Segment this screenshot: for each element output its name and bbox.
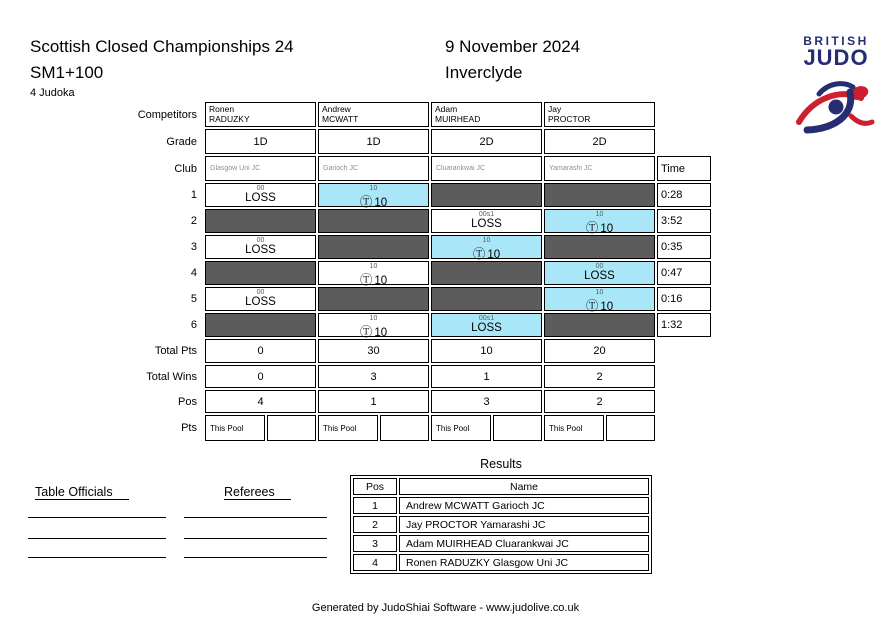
score-label: Ⓣ 10	[585, 299, 614, 313]
event-date: 9 November 2024	[445, 37, 581, 56]
score-code: 00s1	[478, 315, 495, 322]
pos-cell: 4	[205, 390, 316, 413]
pts-blank-cell	[267, 415, 316, 441]
total-wins-row-label: Total Wins	[146, 370, 197, 383]
score-label: Ⓣ 10	[472, 247, 501, 261]
time-column-header: Time	[657, 156, 711, 181]
match-score-cell	[544, 313, 655, 337]
match-score-cell	[544, 183, 655, 207]
this-pool-cell: This Pool	[318, 415, 378, 441]
british-judo-logo	[791, 34, 881, 139]
score-code: 00	[256, 237, 265, 244]
total-wins-cell: 1	[431, 365, 542, 388]
score-code: 00	[595, 263, 604, 270]
referees-heading	[224, 483, 291, 501]
match-number: 4	[190, 267, 197, 279]
total-wins-cell: 3	[318, 365, 429, 388]
score-code: 10	[369, 315, 378, 322]
club-cell: Garioch JC	[318, 156, 429, 181]
match-time: 3:52	[657, 209, 711, 233]
competitor-name-cell	[318, 102, 429, 127]
match-score-cell	[205, 287, 316, 311]
judo-figure-icon	[795, 72, 877, 134]
circled-t-icon: Ⓣ	[472, 247, 486, 261]
circled-t-icon: Ⓣ	[585, 299, 599, 313]
result-name: Adam MUIRHEAD Cluarankwai JC	[399, 535, 649, 552]
pos-cell: 3	[431, 390, 542, 413]
result-pos: 1	[353, 497, 397, 514]
match-time: 0:28	[657, 183, 711, 207]
score-label: LOSS	[471, 218, 502, 230]
match-time: 0:35	[657, 235, 711, 259]
results-row	[353, 554, 649, 571]
match-row	[125, 313, 711, 337]
pts-cell	[318, 415, 429, 441]
signature-line	[28, 557, 166, 558]
score-code: 00s1	[478, 211, 495, 218]
club-cell: Cluarankwai JC	[431, 156, 542, 181]
match-score-cell	[431, 313, 542, 337]
match-time: 1:32	[657, 313, 711, 337]
pos-cell: 1	[318, 390, 429, 413]
match-score-cell	[544, 209, 655, 233]
match-number: 6	[190, 319, 197, 331]
match-score-cell	[318, 261, 429, 285]
competitor-name-cell	[544, 102, 655, 127]
result-name: Ronen RADUZKY Glasgow Uni JC	[399, 554, 649, 571]
signature-line	[184, 557, 327, 558]
score-label: Ⓣ 10	[359, 195, 388, 209]
total-wins-cell: 0	[205, 365, 316, 388]
score-code: 10	[369, 263, 378, 270]
competitor-name-cell	[205, 102, 316, 127]
result-pos: 2	[353, 516, 397, 533]
competitor-first-name: Ronen	[209, 104, 235, 114]
match-time: 0:16	[657, 287, 711, 311]
score-code: 10	[595, 289, 604, 296]
match-score-cell	[205, 313, 316, 337]
total-pts-row-label: Total Pts	[154, 345, 197, 357]
match-score-cell	[318, 287, 429, 311]
score-code: 00	[256, 289, 265, 296]
grade-row	[125, 129, 711, 154]
score-code: 10	[595, 211, 604, 218]
match-number: 1	[190, 189, 197, 201]
this-pool-cell: This Pool	[205, 415, 265, 441]
signature-line	[28, 517, 166, 518]
results-section	[350, 457, 652, 574]
score-label: LOSS	[471, 322, 502, 334]
score-label: Ⓣ 10	[585, 221, 614, 235]
competitors-row	[125, 102, 711, 127]
competitors-row-label: Competitors	[137, 108, 197, 121]
referees-label: Referees	[224, 485, 291, 500]
score-label: LOSS	[245, 296, 276, 308]
results-row	[353, 497, 649, 514]
page-title: Scottish Closed Championships 24	[30, 37, 294, 56]
grade-cell: 2D	[544, 129, 655, 154]
circled-t-icon: Ⓣ	[359, 273, 373, 287]
pts-row-label: Pts	[181, 422, 197, 434]
total-pts-cell: 20	[544, 339, 655, 363]
grade-cell: 2D	[431, 129, 542, 154]
judoka-count: 4 Judoka	[30, 87, 75, 99]
competitor-first-name: Jay	[548, 104, 562, 114]
competitor-last-name: MCWATT	[322, 114, 359, 124]
pts-blank-cell	[606, 415, 655, 441]
pos-row	[125, 390, 711, 413]
match-score-cell	[205, 235, 316, 259]
signature-line	[184, 538, 327, 539]
competitor-last-name: RADUZKY	[209, 114, 250, 124]
match-number: 2	[190, 215, 197, 227]
circled-t-icon: Ⓣ	[359, 325, 373, 339]
result-pos: 4	[353, 554, 397, 571]
result-name: Andrew MCWATT Garioch JC	[399, 497, 649, 514]
total-pts-cell: 30	[318, 339, 429, 363]
results-title: Results	[480, 457, 522, 471]
competitor-first-name: Adam	[435, 104, 458, 114]
total-pts-row	[125, 339, 711, 363]
table-officials-label: Table Officials	[35, 485, 129, 500]
this-pool-cell: This Pool	[431, 415, 491, 441]
total-wins-row	[125, 365, 711, 388]
footer-credit: Generated by JudoShiai Software - www.judolive.co.uk	[311, 602, 580, 614]
pos-cell: 2	[544, 390, 655, 413]
score-label: Ⓣ 10	[359, 273, 388, 287]
match-row	[125, 209, 711, 233]
results-table	[350, 475, 652, 574]
match-row	[125, 235, 711, 259]
pts-cell	[205, 415, 316, 441]
score-code: 10	[482, 237, 491, 244]
club-cell: Glasgow Uni JC	[205, 156, 316, 181]
match-score-cell	[318, 183, 429, 207]
match-rows	[125, 183, 711, 337]
pts-row	[125, 415, 711, 441]
competitor-last-name: PROCTOR	[548, 114, 591, 124]
pts-blank-cell	[493, 415, 542, 441]
result-name: Jay PROCTOR Yamarashi JC	[399, 516, 649, 533]
pts-blank-cell	[380, 415, 429, 441]
pool-table	[125, 102, 711, 443]
match-score-cell	[205, 209, 316, 233]
score-code: 00	[256, 185, 265, 192]
score-label: Ⓣ 10	[359, 325, 388, 339]
total-pts-cell: 10	[431, 339, 542, 363]
match-score-cell	[318, 313, 429, 337]
logo-text-judo: JUDO	[803, 45, 869, 70]
club-cell: Yamarashi JC	[544, 156, 655, 181]
club-row-label: Club	[174, 162, 197, 175]
match-score-cell	[205, 183, 316, 207]
results-row	[353, 516, 649, 533]
match-score-cell	[544, 235, 655, 259]
match-row	[125, 183, 711, 207]
total-pts-cell: 0	[205, 339, 316, 363]
pos-row-label: Pos	[178, 395, 197, 408]
results-header-name: Name	[399, 478, 649, 495]
match-score-cell	[544, 287, 655, 311]
table-officials-heading	[35, 483, 129, 501]
match-number: 5	[190, 293, 197, 305]
match-score-cell	[431, 287, 542, 311]
match-score-cell	[205, 261, 316, 285]
match-score-cell	[431, 235, 542, 259]
event-venue: Inverclyde	[445, 63, 523, 82]
category-label: SM1+100	[30, 63, 104, 82]
competitor-last-name: MUIRHEAD	[435, 114, 481, 124]
score-code: 10	[369, 185, 378, 192]
competitor-name-cell	[431, 102, 542, 127]
match-score-cell	[318, 235, 429, 259]
match-score-cell	[431, 183, 542, 207]
score-label: LOSS	[245, 192, 276, 204]
circled-t-icon: Ⓣ	[359, 195, 373, 209]
grade-row-label: Grade	[166, 135, 197, 148]
results-header-row	[353, 478, 649, 495]
match-time: 0:47	[657, 261, 711, 285]
result-pos: 3	[353, 535, 397, 552]
grade-cell: 1D	[318, 129, 429, 154]
logo-text-british: BRITISH	[803, 34, 869, 48]
grade-cell: 1D	[205, 129, 316, 154]
match-score-cell	[431, 209, 542, 233]
match-score-cell	[318, 209, 429, 233]
results-header-pos: Pos	[353, 478, 397, 495]
signature-line	[28, 538, 166, 539]
circled-t-icon: Ⓣ	[585, 221, 599, 235]
results-row	[353, 535, 649, 552]
total-wins-cell: 2	[544, 365, 655, 388]
club-row	[125, 156, 711, 181]
pts-cell	[544, 415, 655, 441]
competitor-first-name: Andrew	[322, 104, 351, 114]
score-label: LOSS	[245, 244, 276, 256]
match-score-cell	[431, 261, 542, 285]
signature-line	[184, 517, 327, 518]
match-row	[125, 287, 711, 311]
this-pool-cell: This Pool	[544, 415, 604, 441]
match-score-cell	[544, 261, 655, 285]
match-row	[125, 261, 711, 285]
pts-cell	[431, 415, 542, 441]
match-number: 3	[190, 241, 197, 253]
score-label: LOSS	[584, 270, 615, 282]
